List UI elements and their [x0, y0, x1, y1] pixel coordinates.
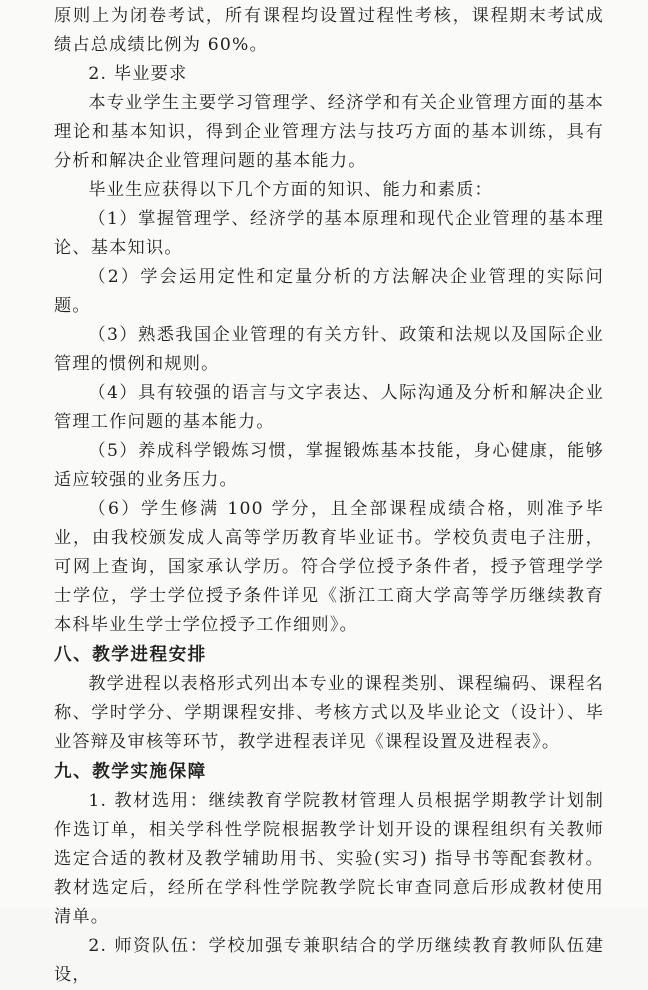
requirement-text: （4）具有较强的语言与文字表达、人际沟通及分析和解决企业管理工作问题的基本能力。: [54, 383, 604, 432]
requirement-item-4: [54, 379, 604, 437]
requirement-item-5: [54, 437, 604, 495]
section-8-heading: 八、教学进程安排: [54, 644, 207, 665]
section-9-heading: 九、教学实施保障: [54, 761, 207, 782]
study-content-paragraph: 本专业学生主要学习管理学、经济学和有关企业管理方面的基本理论和基本知识，得到企业管理方法与技巧方面的基本训练，具有分析和解决企业管理问题的基本能力。: [54, 93, 604, 171]
requirement-text: （1）掌握管理学、经济学的基本原理和现代企业管理的基本理论、基本知识。: [54, 209, 604, 258]
teaching-staff-paragraph: 2. 师资队伍：学校加强专兼职结合的学历继续教育教师队伍建设，: [54, 936, 604, 985]
graduation-requirements-heading: 2. 毕业要求: [88, 64, 188, 84]
requirement-item-3: [54, 321, 604, 379]
requirement-text: （2）学会运用定性和定量分析的方法解决企业管理的实际问题。: [54, 267, 604, 316]
textbook-selection-paragraph: 1. 教材选用：继续教育学院教材管理人员根据学期教学计划制作选订单，相关学科性学院根据教学计划开设的课程组织有关教师选定合适的教材及教学辅助用书、实验(实习) 指导书等配套教材。教材选定后，经所在学科性学院教学院长审查同意后形成教材使用清单。: [54, 791, 604, 927]
section-8-paragraph: 教学进程以表格形式列出本专业的课程类别、课程编码、课程名称、学时学分、学期课程安排、考核方式以及毕业论文（设计）、毕业答辩及审核等环节，教学进程表详见《课程设置及进程表》。: [54, 674, 604, 752]
requirement-text: （5）养成科学锻炼习惯，掌握锻炼基本技能，身心健康，能够适应较强的业务压力。: [54, 441, 604, 490]
requirement-item-2: [54, 263, 604, 321]
requirement-item-6: [54, 495, 604, 640]
requirement-text: （6）学生修满 100 学分，且全部课程成绩合格，则准予毕业，由我校颁发成人高等学历教育毕业证书。学校负责电子注册，可网上查询，国家承认学历。符合学位授予条件者，授予管理学学士学位，学士学位授予条件详见《浙江工商大学高等学历继续教育本科毕业生学士学位授予工作细则》。: [54, 499, 604, 635]
requirement-text: （3）熟悉我国企业管理的有关方针、政策和法规以及国际企业管理的惯例和规则。: [54, 325, 604, 374]
qualities-intro-paragraph: 毕业生应获得以下几个方面的知识、能力和素质：: [88, 180, 493, 200]
requirement-item-1: [54, 205, 604, 263]
exam-ratio-paragraph: 原则上为闭卷考试，所有课程均设置过程性考核，课程期末考试成绩占总成绩比例为 60%。: [54, 6, 604, 55]
